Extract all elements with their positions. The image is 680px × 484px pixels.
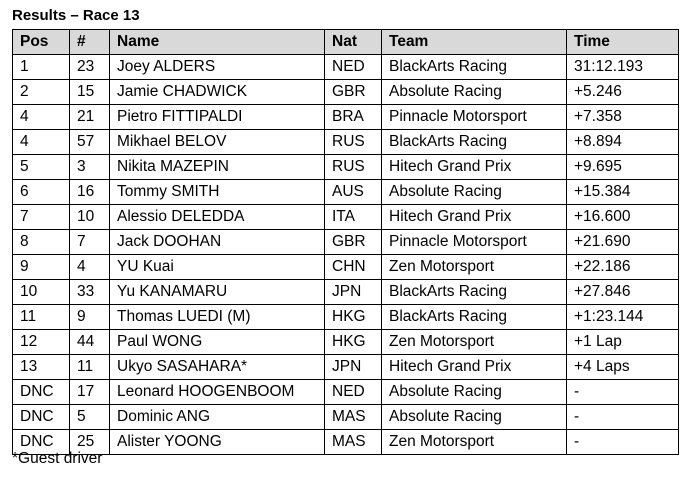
pos-cell: 12 (13, 330, 70, 355)
pos-cell: 5 (13, 155, 70, 180)
name-cell: Pietro FITTIPALDI (110, 105, 325, 130)
page-title: Results – Race 13 (12, 7, 140, 24)
team-cell: BlackArts Racing (382, 55, 567, 80)
time-cell: +4 Laps (567, 355, 679, 380)
team-cell: Zen Motorsport (382, 255, 567, 280)
header-name: Name (110, 30, 325, 55)
table-row (13, 430, 679, 455)
team-cell: Pinnacle Motorsport (382, 105, 567, 130)
pos-cell: 8 (13, 230, 70, 255)
name-cell: Thomas LUEDI (M) (110, 305, 325, 330)
time-cell: - (567, 380, 679, 405)
table-row (13, 330, 679, 355)
number-cell: 4 (70, 255, 110, 280)
name-cell: Leonard HOOGENBOOM (110, 380, 325, 405)
team-cell: Absolute Racing (382, 180, 567, 205)
table-row (13, 280, 679, 305)
time-cell: +1 Lap (567, 330, 679, 355)
number-cell: 16 (70, 180, 110, 205)
time-cell: +1:23.144 (567, 305, 679, 330)
team-cell: BlackArts Racing (382, 280, 567, 305)
name-cell: Tommy SMITH (110, 180, 325, 205)
pos-cell: 4 (13, 105, 70, 130)
team-cell: Zen Motorsport (382, 330, 567, 355)
table-row (13, 405, 679, 430)
number-cell: 10 (70, 205, 110, 230)
number-cell: 5 (70, 405, 110, 430)
number-cell: 11 (70, 355, 110, 380)
header-number: # (70, 30, 110, 55)
team-cell: Hitech Grand Prix (382, 355, 567, 380)
table-row (13, 205, 679, 230)
name-cell: Paul WONG (110, 330, 325, 355)
nat-cell: JPN (325, 355, 382, 380)
number-cell: 17 (70, 380, 110, 405)
team-cell: BlackArts Racing (382, 305, 567, 330)
nat-cell: HKG (325, 305, 382, 330)
name-cell: YU Kuai (110, 255, 325, 280)
table-row (13, 155, 679, 180)
nat-cell: NED (325, 55, 382, 80)
team-cell: Absolute Racing (382, 80, 567, 105)
table-row (13, 55, 679, 80)
results-body (13, 55, 679, 455)
number-cell: 21 (70, 105, 110, 130)
team-cell: Hitech Grand Prix (382, 155, 567, 180)
table-row (13, 230, 679, 255)
time-cell: +9.695 (567, 155, 679, 180)
pos-cell: 1 (13, 55, 70, 80)
results-table (12, 29, 679, 455)
nat-cell: RUS (325, 155, 382, 180)
table-row (13, 355, 679, 380)
nat-cell: JPN (325, 280, 382, 305)
pos-cell: 10 (13, 280, 70, 305)
table-header-row (13, 30, 679, 55)
pos-cell: 7 (13, 205, 70, 230)
table-row (13, 380, 679, 405)
pos-cell: 9 (13, 255, 70, 280)
pos-cell: 2 (13, 80, 70, 105)
name-cell: Joey ALDERS (110, 55, 325, 80)
nat-cell: MAS (325, 430, 382, 455)
number-cell: 23 (70, 55, 110, 80)
pos-cell: 6 (13, 180, 70, 205)
pos-cell: DNC (13, 380, 70, 405)
name-cell: Mikhael BELOV (110, 130, 325, 155)
table-row (13, 105, 679, 130)
header-nat: Nat (325, 30, 382, 55)
team-cell: Pinnacle Motorsport (382, 230, 567, 255)
pos-cell: 13 (13, 355, 70, 380)
name-cell: Nikita MAZEPIN (110, 155, 325, 180)
time-cell: +16.600 (567, 205, 679, 230)
team-cell: Zen Motorsport (382, 430, 567, 455)
number-cell: 9 (70, 305, 110, 330)
name-cell: Dominic ANG (110, 405, 325, 430)
table-row (13, 255, 679, 280)
nat-cell: GBR (325, 80, 382, 105)
number-cell: 15 (70, 80, 110, 105)
time-cell: +27.846 (567, 280, 679, 305)
table-row (13, 180, 679, 205)
nat-cell: BRA (325, 105, 382, 130)
nat-cell: NED (325, 380, 382, 405)
number-cell: 7 (70, 230, 110, 255)
number-cell: 57 (70, 130, 110, 155)
time-cell: 31:12.193 (567, 55, 679, 80)
name-cell: Alister YOONG (110, 430, 325, 455)
time-cell: +7.358 (567, 105, 679, 130)
header-time: Time (567, 30, 679, 55)
team-cell: Hitech Grand Prix (382, 205, 567, 230)
time-cell: +8.894 (567, 130, 679, 155)
number-cell: 3 (70, 155, 110, 180)
nat-cell: RUS (325, 130, 382, 155)
header-pos: Pos (13, 30, 70, 55)
footnote: *Guest driver (12, 450, 103, 467)
time-cell: - (567, 405, 679, 430)
nat-cell: CHN (325, 255, 382, 280)
time-cell: +5.246 (567, 80, 679, 105)
team-cell: BlackArts Racing (382, 130, 567, 155)
pos-cell: DNC (13, 405, 70, 430)
time-cell: - (567, 430, 679, 455)
nat-cell: GBR (325, 230, 382, 255)
name-cell: Yu KANAMARU (110, 280, 325, 305)
table-row (13, 305, 679, 330)
team-cell: Absolute Racing (382, 405, 567, 430)
pos-cell: 4 (13, 130, 70, 155)
nat-cell: AUS (325, 180, 382, 205)
table-row (13, 80, 679, 105)
pos-cell: DNC (13, 430, 70, 455)
team-cell: Absolute Racing (382, 380, 567, 405)
time-cell: +21.690 (567, 230, 679, 255)
name-cell: Ukyo SASAHARA* (110, 355, 325, 380)
header-team: Team (382, 30, 567, 55)
nat-cell: MAS (325, 405, 382, 430)
table-row (13, 130, 679, 155)
number-cell: 33 (70, 280, 110, 305)
pos-cell: 11 (13, 305, 70, 330)
number-cell: 44 (70, 330, 110, 355)
nat-cell: ITA (325, 205, 382, 230)
name-cell: Alessio DELEDDA (110, 205, 325, 230)
name-cell: Jack DOOHAN (110, 230, 325, 255)
number-cell: 25 (70, 430, 110, 455)
time-cell: +22.186 (567, 255, 679, 280)
time-cell: +15.384 (567, 180, 679, 205)
name-cell: Jamie CHADWICK (110, 80, 325, 105)
nat-cell: HKG (325, 330, 382, 355)
